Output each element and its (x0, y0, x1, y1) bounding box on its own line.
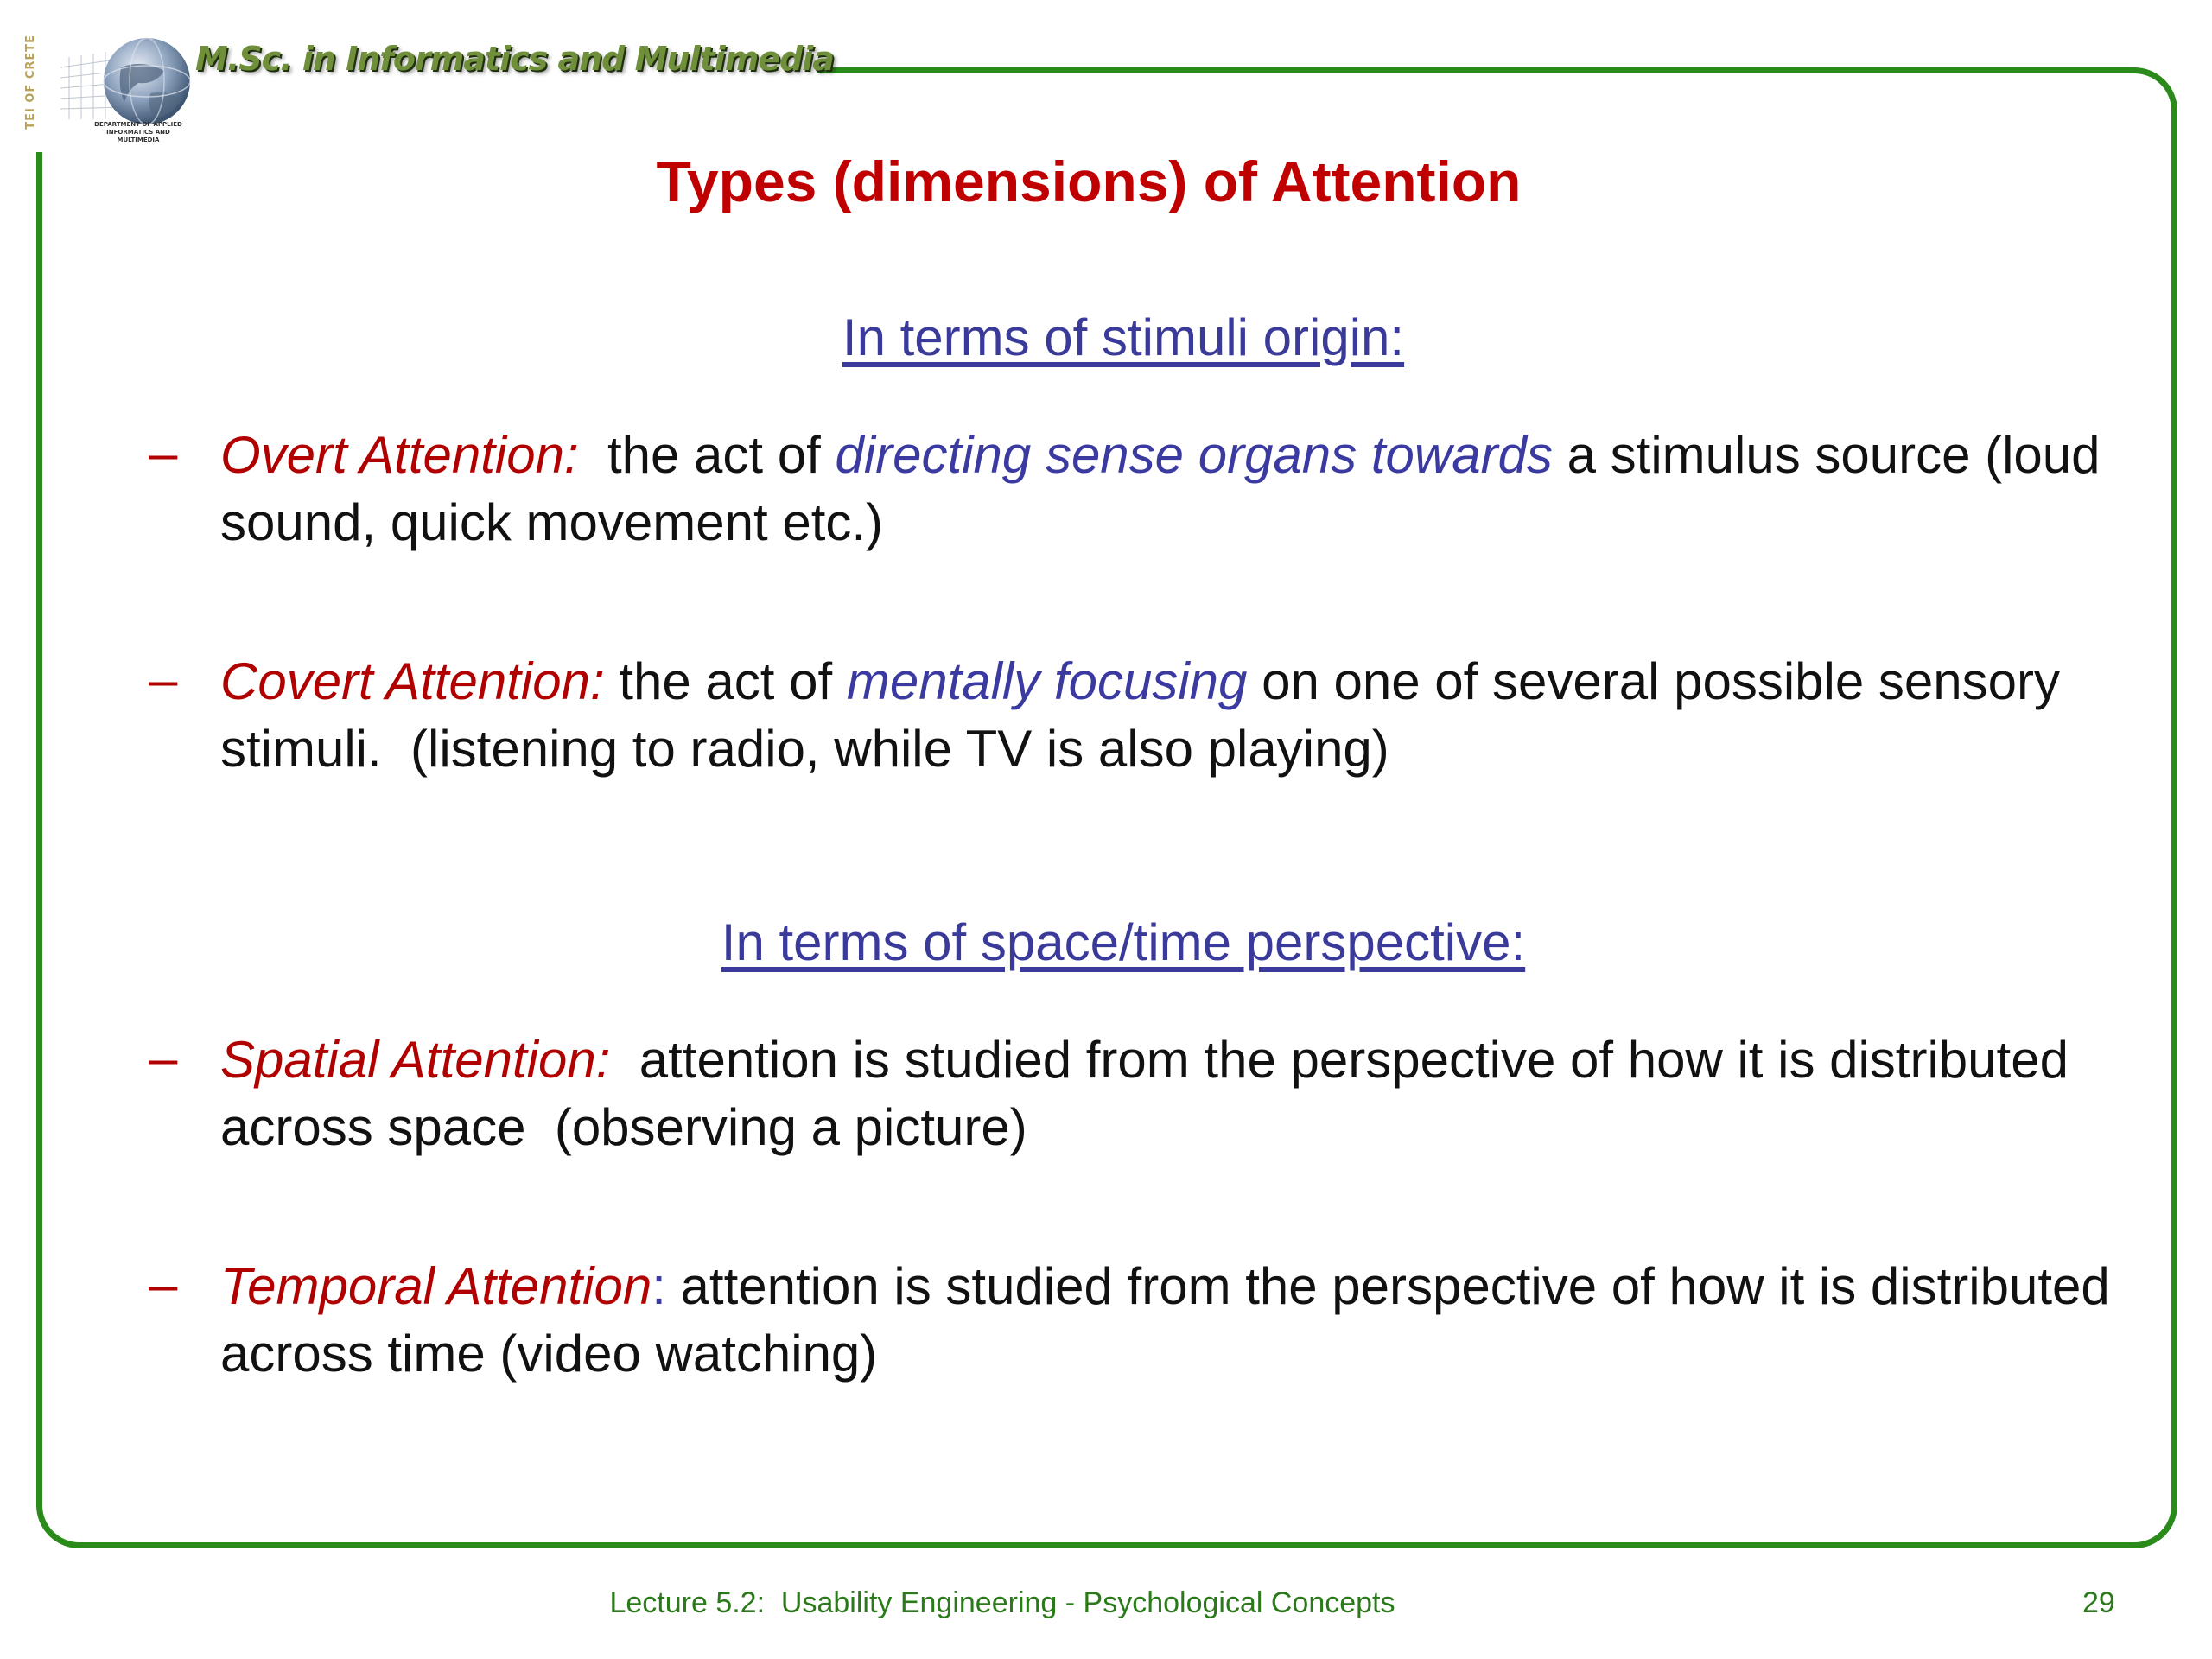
item-text: the act of (578, 426, 836, 484)
emphasis-text: mentally focusing (846, 652, 1248, 710)
item-text: attention is studied from the perspective of how it is distributed across time (video watching) (220, 1257, 2110, 1382)
program-brand: M.Sc. in Informatics and Multimedia (195, 40, 834, 78)
bullet-dash: – (149, 424, 178, 482)
slide-title: Types (dimensions) of Attention (656, 149, 1522, 213)
emphasis-text: directing sense organs towards (835, 426, 1553, 484)
section-heading-stimuli-origin: In terms of stimuli origin: (842, 308, 1405, 366)
term-temporal: Temporal Attention (220, 1257, 652, 1315)
list-item-covert (220, 648, 2121, 783)
bullet-dash: – (149, 651, 178, 709)
item-text: on one of several possible sensory stimuli. (listening to radio, while TV is also playing) (220, 652, 2075, 778)
bullet-dash: – (149, 1255, 178, 1313)
vertical-label-text: TEI OF CRETE (24, 35, 37, 130)
term-overt: Overt Attention: (220, 426, 579, 484)
footer-lecture-title: Lecture 5.2: Usability Engineering - Psychological Concepts (609, 1586, 1395, 1619)
list-item-temporal (220, 1253, 2121, 1388)
section-heading-space-time: In terms of space/time perspective: (721, 913, 1526, 971)
item-text: attention is studied from the perspective of how it is distributed across space (observing a picture) (220, 1031, 2083, 1156)
department-caption (86, 121, 190, 144)
term-colon: : (652, 1257, 666, 1315)
item-text: the act of (604, 652, 847, 710)
item-text: a stimulus source (loud sound, quick movement etc.) (220, 426, 2101, 551)
institution-vertical-label (24, 35, 47, 164)
list-item-overt (220, 422, 2121, 556)
department-line-1: DEPARTMENT OF APPLIED (94, 121, 182, 128)
department-line-2: INFORMATICS AND MULTIMEDIA (106, 129, 170, 143)
page-number: 29 (2082, 1586, 2115, 1619)
header-rule (817, 67, 1940, 73)
bullet-dash: – (149, 1029, 178, 1087)
list-item-spatial (220, 1027, 2121, 1161)
term-covert: Covert Attention: (220, 652, 605, 710)
term-spatial: Spatial Attention: (220, 1031, 611, 1089)
